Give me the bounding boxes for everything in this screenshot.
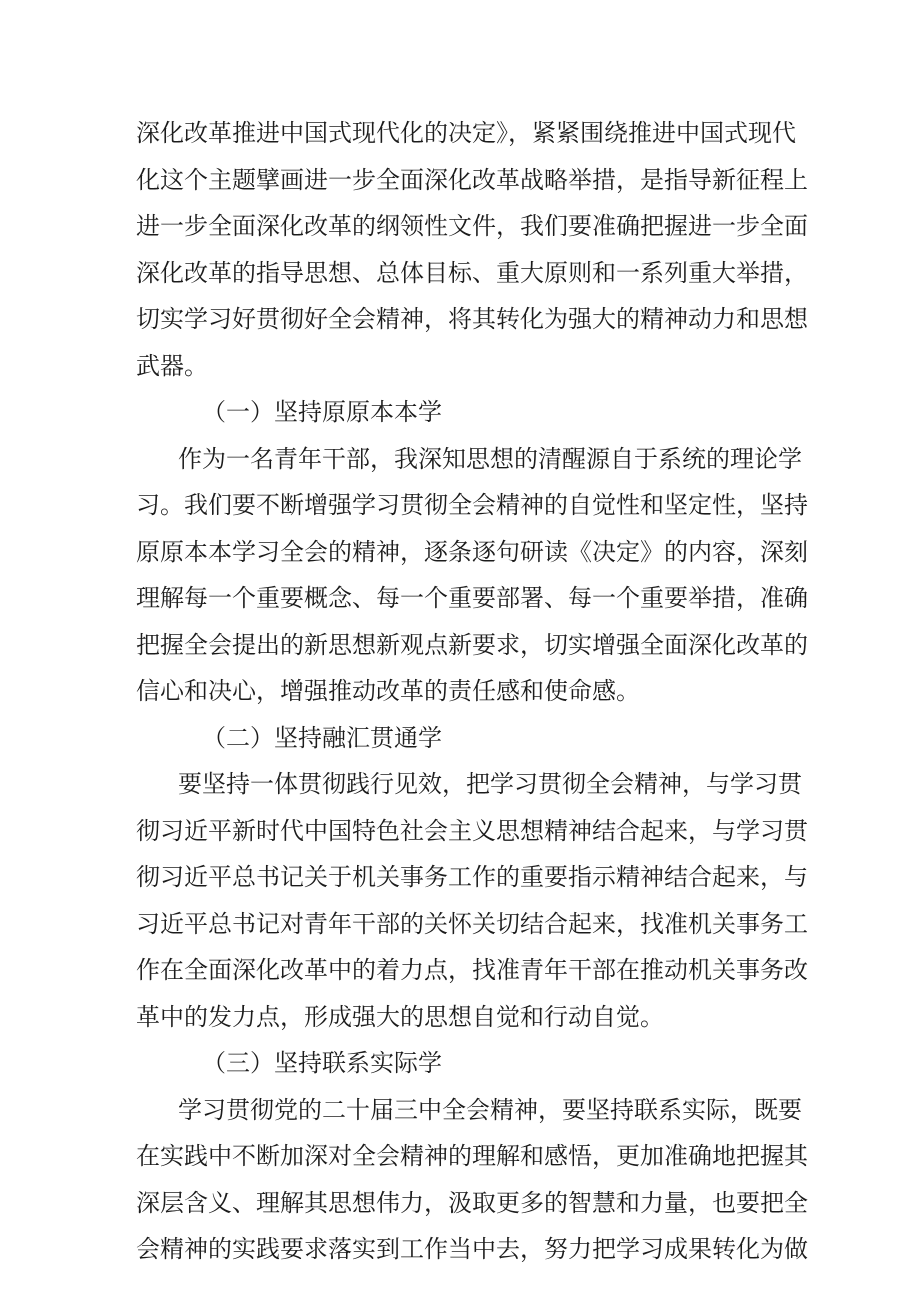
paragraph-line: 要坚持一体贯彻践行见效，把学习贯彻全会精神，与学习贯 [178,770,802,798]
paragraph-line: 深化改革推进中国式现代化的决定》，紧紧围绕推进中国式现代 [136,119,796,147]
section-heading: （二）坚持融汇贯通学 [202,723,442,752]
paragraph-line: 习近平总书记对青年干部的关怀关切结合起来，找准机关事务工 [136,909,808,938]
paragraph-line: 在实践中不断加深对全会精神的理解和感悟，更加准确地把握其 [136,1142,808,1170]
paragraph-line: 深化改革的指导思想、总体目标、重大原则和一系列重大举措， [136,258,808,287]
paragraph-line: 彻习近平新时代中国特色社会主义思想精神结合起来，与学习贯 [136,816,808,845]
paragraph-line: 革中的发力点，形成强大的思想自觉和行动自觉。 [136,1002,664,1031]
paragraph-line: 学习贯彻党的二十届三中全会精神，要坚持联系实际，既要 [178,1095,802,1124]
paragraph-line: 把握全会提出的新思想新观点新要求，切实增强全面深化改革的 [136,630,808,659]
section-heading: （一）坚持原原本本学 [202,398,442,426]
paragraph-line: 原原本本学习全会的精神，逐条逐句研读《决定》的内容，深刻 [136,537,808,566]
document-body [136,110,808,1273]
paragraph-line: 作在全面深化改革中的着力点，找准青年干部在推动机关事务改 [136,956,808,984]
paragraph-line: 信心和决心，增强推动改革的责任感和使命感。 [136,677,640,705]
paragraph-line: 深层含义、理解其思想伟力，汲取更多的智慧和力量，也要把全 [136,1188,808,1217]
paragraph-line: 切实学习好贯彻好全会精神，将其转化为强大的精神动力和思想 [136,305,808,333]
paragraph-line: 彻习近平总书记关于机关事务工作的重要指示精神结合起来，与 [136,863,808,891]
section-heading: （三）坚持联系实际学 [202,1049,442,1077]
paragraph-line: 会精神的实践要求落实到工作当中去，努力把学习成果转化为做 [136,1235,808,1263]
paragraph-line: 习。我们要不断增强学习贯彻全会精神的自觉性和坚定性，坚持 [136,491,808,519]
paragraph-line: 进一步全面深化改革的纲领性文件，我们要准确把握进一步全面 [136,212,808,240]
paragraph-line: 作为一名青年干部，我深知思想的清醒源自于系统的理论学 [178,444,802,473]
paragraph-line: 理解每一个重要概念、每一个重要部署、每一个重要举措，准确 [136,584,808,612]
paragraph-line: 武器。 [136,351,208,380]
paragraph-line: 化这个主题擘画进一步全面深化改革战略举措，是指导新征程上 [136,165,808,194]
